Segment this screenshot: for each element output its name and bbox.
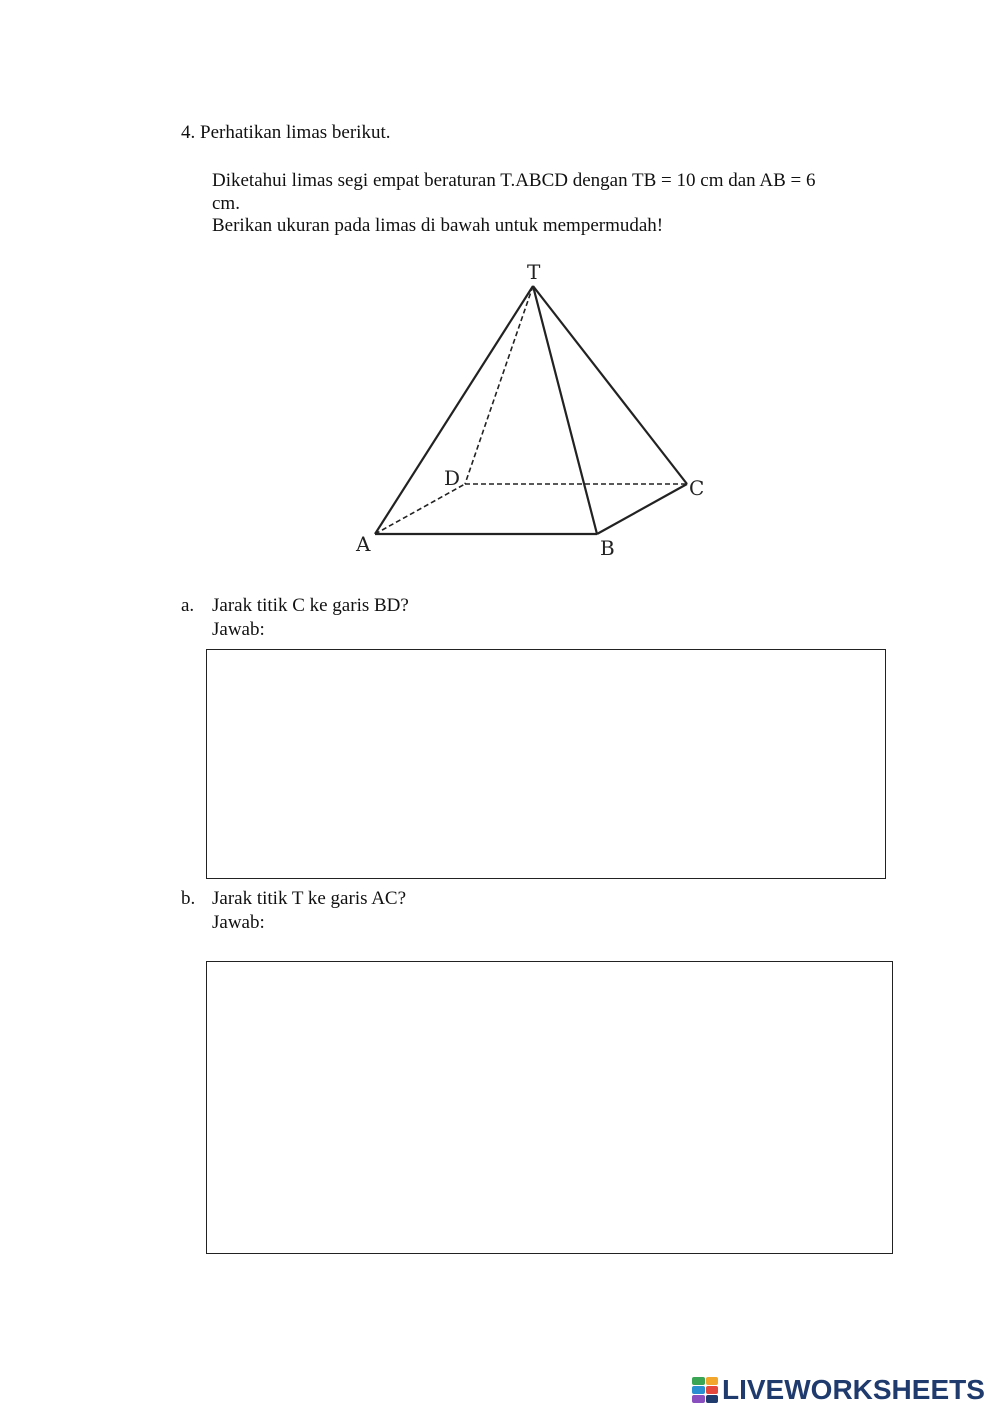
edge-AD-dashed <box>375 484 465 534</box>
vertex-label-D: D <box>444 466 461 490</box>
part-a-question: Jarak titik C ke garis BD? <box>212 595 409 616</box>
answer-box-b[interactable] <box>206 961 893 1254</box>
part-a-answer-label: Jawab: <box>212 619 265 640</box>
question-title: 4. Perhatikan limas berikut. <box>181 122 391 143</box>
part-b-letter: b. <box>181 888 196 909</box>
question-intro-line-1: Diketahui limas segi empat beraturan T.ABCD dengan TB = 10 cm dan AB = 6 <box>212 170 816 191</box>
liveworksheets-logo-icon <box>692 1377 718 1403</box>
answer-box-a[interactable] <box>206 649 886 879</box>
liveworksheets-logo <box>692 1374 992 1406</box>
edge-TC <box>533 286 687 484</box>
part-a-letter: a. <box>181 595 195 616</box>
vertex-label-T: T <box>527 260 541 284</box>
edge-TB <box>533 286 597 534</box>
edge-BC <box>597 484 687 534</box>
pyramid-diagram <box>340 255 720 565</box>
question-intro-line-2: cm. <box>212 193 240 214</box>
part-b-answer-label: Jawab: <box>212 912 265 933</box>
vertex-label-B: B <box>600 536 615 560</box>
part-b-question: Jarak titik T ke garis AC? <box>212 888 407 909</box>
question-instruction: Berikan ukuran pada limas di bawah untuk mempermudah! <box>212 215 664 236</box>
edge-TD-dashed <box>465 286 533 484</box>
liveworksheets-logo-text: LIVEWORKSHEETS <box>722 1374 985 1405</box>
vertex-label-A: A <box>356 532 371 556</box>
vertex-label-C: C <box>689 476 705 500</box>
edge-TA <box>375 286 533 534</box>
